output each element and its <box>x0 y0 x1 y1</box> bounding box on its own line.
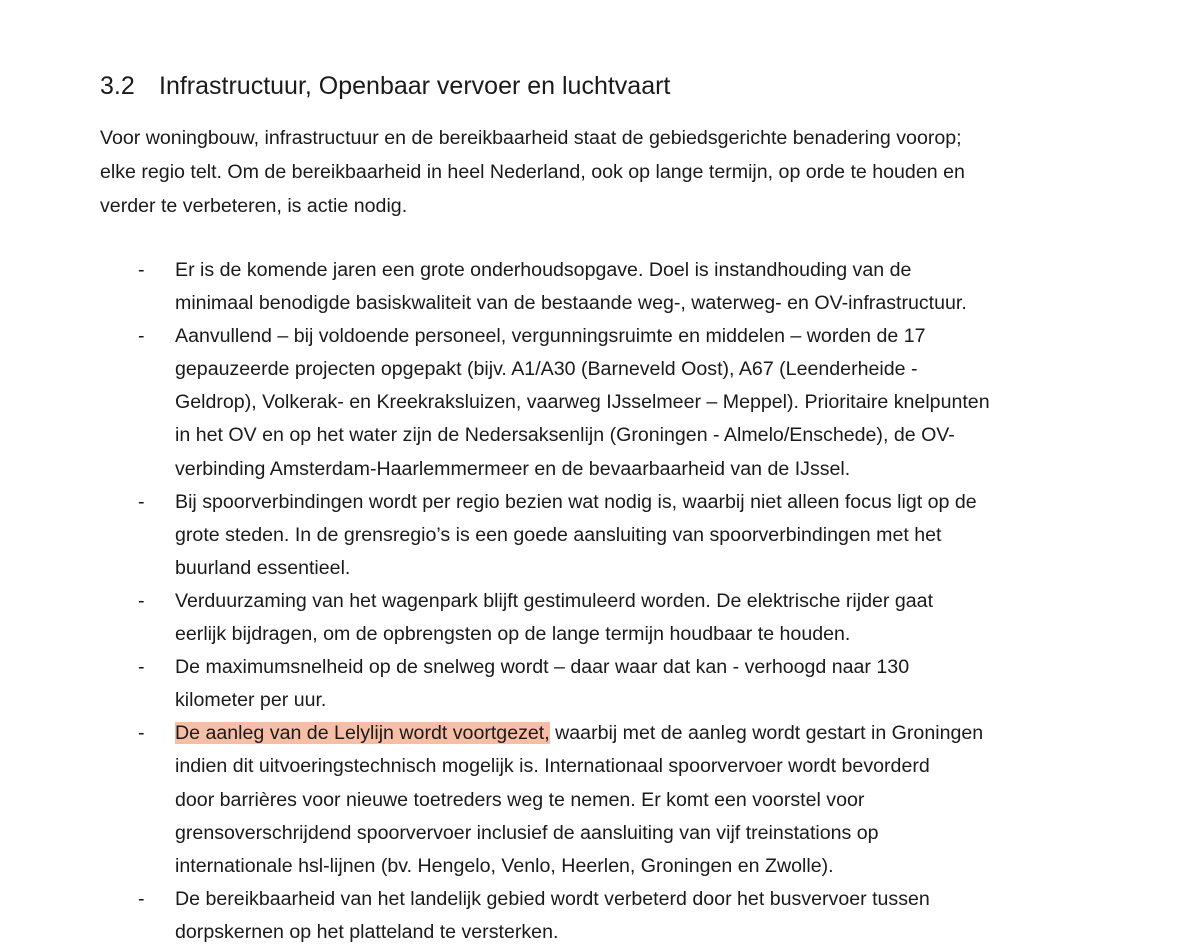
bullet-line: grote steden. In de grensregio’s is een goede aansluiting van spoorverbindingen met het <box>175 523 942 546</box>
bullet-line: Verduurzaming van het wagenpark blijft gestimuleerd worden. De elektrische rijder gaat <box>175 589 934 612</box>
bullet-item-speed-limit <box>100 651 1100 717</box>
bullet-line <box>175 717 1100 750</box>
intro-line: Voor woningbouw, infrastructuur en de bereikbaarheid staat de gebiedsgerichte benadering voorop; <box>100 127 962 149</box>
bullet-line: De bereikbaarheid van het landelijk gebied wordt verbeterd door het busvervoer tussen <box>175 887 930 910</box>
bullet-marker: - <box>138 722 145 745</box>
bullet-line: De maximumsnelheid op de snelweg wordt – daar waar dat kan - verhoogd naar 130 <box>175 656 910 679</box>
bullet-line: Geldrop), Volkerak- en Kreekraksluizen, vaarweg IJsselmeer – Meppel). Prioritaire knelpunten <box>175 391 990 414</box>
bullet-line: dorpskernen op het platteland te versterken. <box>175 920 559 943</box>
bullet-line: Er is de komende jaren een grote onderhoudsopgave. Doel is instandhouding van de <box>175 259 912 281</box>
bullet-item-rural-bus <box>100 883 1100 949</box>
bullet-marker: - <box>138 589 145 612</box>
bullet-line: verbinding Amsterdam-Haarlemmermeer en de bevaarbaarheid van de IJssel. <box>175 457 851 480</box>
bullet-list <box>100 254 1100 949</box>
bullet-line: grensoverschrijdend spoorvervoer inclusief de aansluiting van vijf treinstations op <box>175 821 879 844</box>
bullet-marker: - <box>138 656 145 679</box>
bullet-line-rest: waarbij met de aanleg wordt gestart in Groningen <box>549 722 984 745</box>
bullet-item-lelylijn <box>100 717 1100 882</box>
intro-paragraph <box>100 121 1090 223</box>
bullet-item-maintenance <box>100 254 1100 320</box>
bullet-line: eerlijk bijdragen, om de opbrengsten op de lange termijn houdbaar te houden. <box>175 623 851 646</box>
highlighted-text: De aanleg van de Lelylijn wordt voortgezet, <box>175 722 550 745</box>
bullet-line: buurland essentieel. <box>175 556 351 579</box>
intro-line: elke regio telt. Om de bereikbaarheid in heel Nederland, ook op lange termijn, op orde te houden en <box>100 161 965 183</box>
bullet-line: minimaal benodigde basiskwaliteit van de bestaande weg-, waterweg- en OV-infrastructuur. <box>175 292 967 315</box>
bullet-item-rail-connections <box>100 486 1100 585</box>
bullet-item-fleet-sustainability <box>100 585 1100 651</box>
bullet-line: indien dit uitvoeringstechnisch mogelijk is. Internationaal spoorvervoer wordt bevorderd <box>175 755 930 778</box>
section-heading <box>100 68 670 104</box>
bullet-line: gepauzeerde projecten opgepakt (bijv. A1/A30 (Barneveld Oost), A67 (Leenderheide - <box>175 358 918 381</box>
bullet-line: door barrières voor nieuwe toetreders weg te nemen. Er komt een voorstel voor <box>175 788 865 811</box>
section-title: Infrastructuur, Openbaar vervoer en luchtvaart <box>159 72 671 100</box>
bullet-marker: - <box>138 325 145 348</box>
bullet-marker: - <box>138 490 145 513</box>
bullet-line: Bij spoorverbindingen wordt per regio bezien wat nodig is, waarbij niet alleen focus ligt op de <box>175 490 977 513</box>
intro-line: verder te verbeteren, is actie nodig. <box>100 195 408 217</box>
bullet-marker: - <box>138 259 145 281</box>
bullet-item-paused-projects <box>100 320 1100 485</box>
bullet-marker: - <box>138 887 145 910</box>
section-number: 3.2 <box>100 72 135 100</box>
bullet-line: in het OV en op het water zijn de Nedersaksenlijn (Groningen - Almelo/Enschede), de OV- <box>175 424 955 447</box>
bullet-line: Aanvullend – bij voldoende personeel, vergunningsruimte en middelen – worden de 17 <box>175 325 926 348</box>
bullet-line: kilometer per uur. <box>175 689 327 712</box>
bullet-line: internationale hsl-lijnen (bv. Hengelo, Venlo, Heerlen, Groningen en Zwolle). <box>175 854 834 877</box>
